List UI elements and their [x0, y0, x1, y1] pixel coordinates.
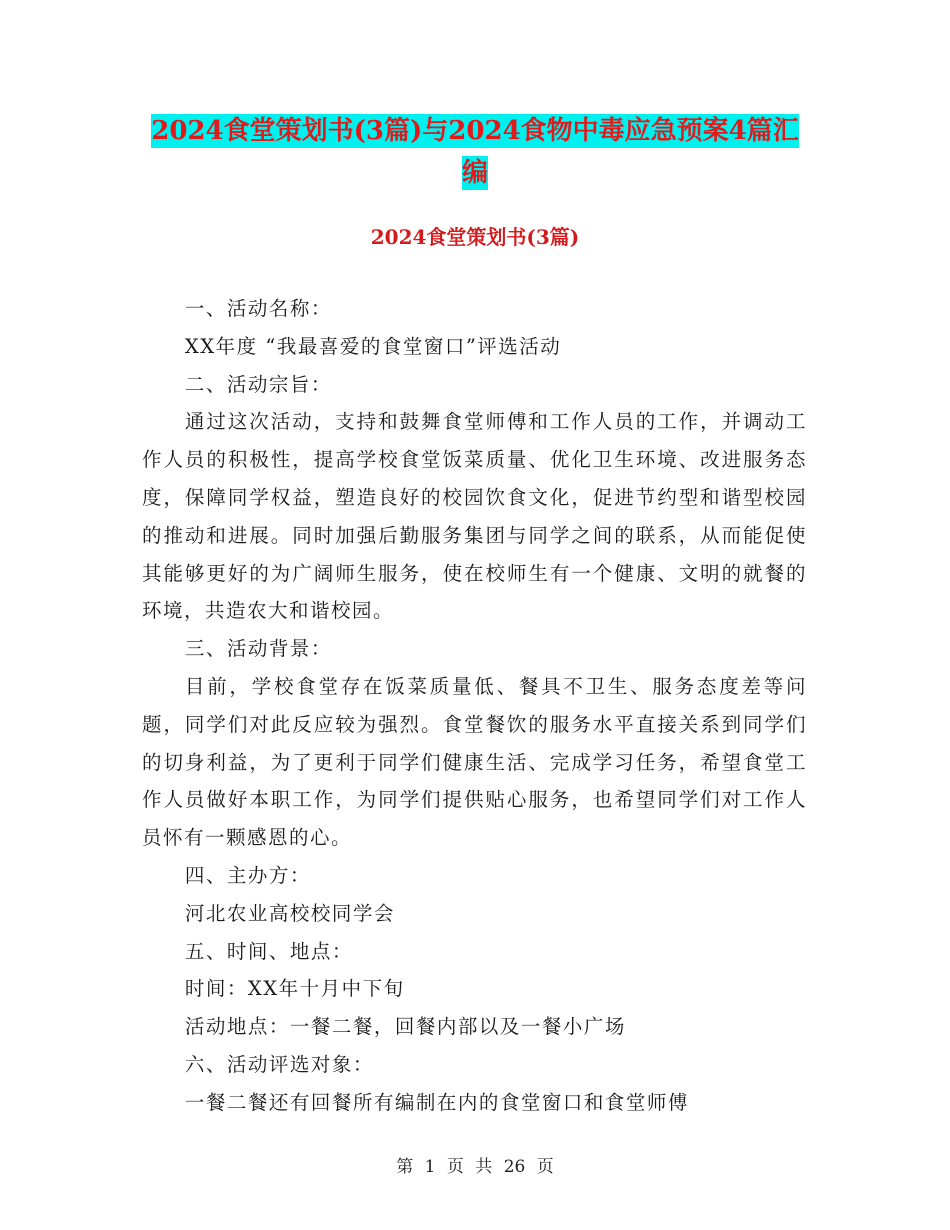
document-title-text: 2024食堂策划书(3篇)与2024食物中毒应急预案4篇汇编 — [151, 116, 799, 188]
section-subtitle: 2024食堂策划书(3篇) — [370, 225, 580, 249]
heading-organizer: 四、主办方： — [184, 863, 311, 887]
time-text: 时间：XX年十月中下旬 — [184, 977, 405, 1001]
heading-evaluation-targets: 六、活动评选对象： — [184, 1052, 374, 1076]
activity-purpose-paragraph: 通过这次活动，支持和鼓舞食堂师傅和工作人员的工作，并调动工作人员的积极性，提高学校食堂饭菜质量、优化卫生环境、改进服务态度，保障同学权益，塑造良好的校园饮食文化，促进节约型和谐型校园的推动和进展。同时加强后勤服务集团与同学之间的联系，从而能促使其能够更好的为广阔师生服务，使在校师生有一个健康、文明的就餐的环境，共造农大和谐校园。 — [142, 410, 807, 623]
location-text: 活动地点：一餐二餐，回餐内部以及一餐小广场 — [184, 1015, 626, 1039]
heading-activity-name: 一、活动名称： — [184, 297, 332, 320]
heading-time-location: 五、时间、地点： — [184, 939, 353, 963]
document-body — [142, 290, 807, 1122]
organizer-text: 河北农业高校校同学会 — [184, 901, 395, 925]
page-number-footer: 第 1 页 共 26 页 — [396, 1157, 554, 1177]
activity-background-paragraph: 目前，学校食堂存在饭菜质量低、餐具不卫生、服务态度差等问题，同学们对此反应较为强烈。食堂餐饮的服务水平直接关系到同学们的切身利益，为了更利于同学们健康生活、完成学习任务，希望食堂工作人员做好本职工作，为同学们提供贴心服务，也希望同学们对工作人员怀有一颗感恩的心。 — [142, 674, 807, 850]
heading-activity-purpose: 二、活动宗旨： — [184, 372, 332, 396]
evaluation-targets-text: 一餐二餐还有回餐所有编制在内的食堂窗口和食堂师傅 — [184, 1090, 689, 1114]
document-title — [140, 110, 810, 194]
heading-activity-background: 三、活动背景： — [184, 637, 332, 661]
activity-name-text: XX年度 “我最喜爱的食堂窗口”评选活动 — [184, 334, 562, 358]
